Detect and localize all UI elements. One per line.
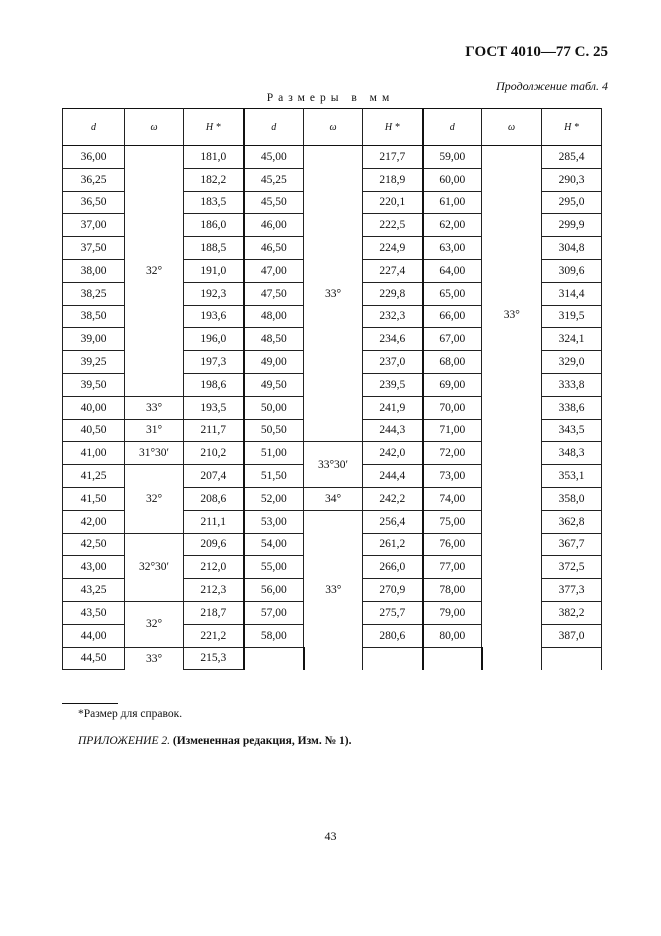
cell-d: 59,00: [423, 146, 482, 169]
cell-d: 39,25: [63, 351, 125, 374]
cell-omega: 32°30′: [125, 533, 184, 601]
cell-h: 193,6: [184, 305, 244, 328]
cell-h: 333,8: [542, 373, 602, 396]
dimensions-table: [62, 108, 602, 670]
cell-omega: 31°30′: [125, 442, 184, 465]
cell-h: 207,4: [184, 465, 244, 488]
cell-d: 64,00: [423, 259, 482, 282]
cell-h: 193,5: [184, 396, 244, 419]
cell-d: 79,00: [423, 601, 482, 624]
cell-omega: 32°: [125, 146, 184, 397]
cell-omega: 33°: [125, 647, 184, 670]
cell-h: 244,4: [363, 465, 423, 488]
cell-omega: 32°: [125, 601, 184, 647]
cell-h: 343,5: [542, 419, 602, 442]
cell-d: 48,00: [244, 305, 304, 328]
cell-h: 319,5: [542, 305, 602, 328]
cell-d: 51,00: [244, 442, 304, 465]
cell-h: 241,9: [363, 396, 423, 419]
cell-d: 42,00: [63, 510, 125, 533]
cell-d: 41,00: [63, 442, 125, 465]
cell-d: 44,00: [63, 624, 125, 647]
cell-d: 65,00: [423, 282, 482, 305]
cell-d: 36,25: [63, 168, 125, 191]
cell-h: 229,8: [363, 282, 423, 305]
column-header: ω: [304, 109, 363, 146]
cell-omega: 34°: [304, 487, 363, 510]
cell-h: 304,8: [542, 237, 602, 260]
cell-h: 261,2: [363, 533, 423, 556]
cell-h: 275,7: [363, 601, 423, 624]
cell-h: 208,6: [184, 487, 244, 510]
cell-d: 51,50: [244, 465, 304, 488]
cell-d: 46,50: [244, 237, 304, 260]
cell-h: 186,0: [184, 214, 244, 237]
cell-d: 46,00: [244, 214, 304, 237]
column-header: ω: [482, 109, 542, 146]
cell-h: 239,5: [363, 373, 423, 396]
cell-d: 41,25: [63, 465, 125, 488]
cell-h: 234,6: [363, 328, 423, 351]
cell-d: 45,50: [244, 191, 304, 214]
cell-h: 242,0: [363, 442, 423, 465]
cell-h: 192,3: [184, 282, 244, 305]
cell-empty: [244, 647, 304, 670]
cell-d: 74,00: [423, 487, 482, 510]
footnote: *Размер для справок.: [78, 708, 183, 720]
cell-d: 62,00: [423, 214, 482, 237]
cell-d: 36,00: [63, 146, 125, 169]
cell-h: 256,4: [363, 510, 423, 533]
cell-omega: 33°: [125, 396, 184, 419]
cell-d: 66,00: [423, 305, 482, 328]
table-row: [63, 146, 602, 169]
cell-d: 41,50: [63, 487, 125, 510]
cell-d: 50,50: [244, 419, 304, 442]
cell-h: 237,0: [363, 351, 423, 374]
cell-h: 197,3: [184, 351, 244, 374]
cell-h: 362,8: [542, 510, 602, 533]
units-caption: Размеры в мм: [266, 92, 395, 104]
cell-d: 47,50: [244, 282, 304, 305]
cell-empty: [363, 647, 423, 670]
cell-h: 224,9: [363, 237, 423, 260]
cell-h: 221,2: [184, 624, 244, 647]
cell-h: 372,5: [542, 556, 602, 579]
cell-d: 80,00: [423, 624, 482, 647]
cell-h: 222,5: [363, 214, 423, 237]
cell-d: 54,00: [244, 533, 304, 556]
cell-d: 55,00: [244, 556, 304, 579]
cell-d: 48,50: [244, 328, 304, 351]
cell-h: 270,9: [363, 579, 423, 602]
cell-h: 290,3: [542, 168, 602, 191]
appendix-revision: (Измененная редакция, Изм. № 1).: [172, 735, 352, 747]
cell-h: 211,1: [184, 510, 244, 533]
cell-h: 211,7: [184, 419, 244, 442]
cell-omega: 33°30′: [304, 442, 363, 488]
column-header: H *: [363, 109, 423, 146]
cell-d: 37,00: [63, 214, 125, 237]
cell-d: 73,00: [423, 465, 482, 488]
cell-h: 198,6: [184, 373, 244, 396]
cell-d: 76,00: [423, 533, 482, 556]
cell-h: 182,2: [184, 168, 244, 191]
cell-h: 244,3: [363, 419, 423, 442]
cell-h: 299,9: [542, 214, 602, 237]
cell-d: 49,50: [244, 373, 304, 396]
cell-empty: [423, 647, 482, 670]
cell-h: 218,9: [363, 168, 423, 191]
cell-h: 314,4: [542, 282, 602, 305]
cell-d: 61,00: [423, 191, 482, 214]
page-number: 43: [324, 829, 337, 843]
cell-d: 71,00: [423, 419, 482, 442]
cell-h: 367,7: [542, 533, 602, 556]
cell-h: 215,3: [184, 647, 244, 670]
cell-h: 266,0: [363, 556, 423, 579]
column-header: H *: [542, 109, 602, 146]
cell-h: 220,1: [363, 191, 423, 214]
cell-d: 43,25: [63, 579, 125, 602]
cell-h: 188,5: [184, 237, 244, 260]
cell-h: 218,7: [184, 601, 244, 624]
cell-d: 36,50: [63, 191, 125, 214]
cell-d: 53,00: [244, 510, 304, 533]
cell-h: 329,0: [542, 351, 602, 374]
cell-d: 45,25: [244, 168, 304, 191]
cell-h: 295,0: [542, 191, 602, 214]
cell-d: 39,50: [63, 373, 125, 396]
cell-d: 72,00: [423, 442, 482, 465]
appendix-label: ПРИЛОЖЕНИЕ 2.: [78, 735, 170, 747]
cell-h: 183,5: [184, 191, 244, 214]
cell-d: 49,00: [244, 351, 304, 374]
cell-h: 377,3: [542, 579, 602, 602]
cell-d: 42,50: [63, 533, 125, 556]
cell-h: 191,0: [184, 259, 244, 282]
cell-d: 57,00: [244, 601, 304, 624]
cell-d: 75,00: [423, 510, 482, 533]
appendix-note: [78, 735, 352, 747]
cell-d: 37,50: [63, 237, 125, 260]
cell-h: 227,4: [363, 259, 423, 282]
cell-d: 45,00: [244, 146, 304, 169]
cell-d: 70,00: [423, 396, 482, 419]
cell-d: 68,00: [423, 351, 482, 374]
cell-omega: 33°: [304, 146, 363, 442]
cell-omega: 32°: [125, 465, 184, 533]
cell-d: 78,00: [423, 579, 482, 602]
cell-h: 348,3: [542, 442, 602, 465]
cell-h: 324,1: [542, 328, 602, 351]
cell-h: 242,2: [363, 487, 423, 510]
cell-d: 38,25: [63, 282, 125, 305]
column-header: H *: [184, 109, 244, 146]
cell-d: 43,50: [63, 601, 125, 624]
cell-h: 338,6: [542, 396, 602, 419]
cell-h: 212,0: [184, 556, 244, 579]
column-header: ω: [125, 109, 184, 146]
cell-d: 47,00: [244, 259, 304, 282]
cell-d: 43,00: [63, 556, 125, 579]
cell-h: 181,0: [184, 146, 244, 169]
cell-h: 209,6: [184, 533, 244, 556]
cell-d: 44,50: [63, 647, 125, 670]
cell-omega: 33°: [304, 510, 363, 670]
cell-d: 58,00: [244, 624, 304, 647]
column-header: d: [423, 109, 482, 146]
footnote-divider: [62, 703, 118, 704]
cell-d: 39,00: [63, 328, 125, 351]
cell-d: 69,00: [423, 373, 482, 396]
column-header: d: [244, 109, 304, 146]
cell-d: 60,00: [423, 168, 482, 191]
document-header: ГОСТ 4010—77 С. 25: [465, 44, 608, 60]
cell-d: 77,00: [423, 556, 482, 579]
cell-h: 353,1: [542, 465, 602, 488]
cell-h: 309,6: [542, 259, 602, 282]
cell-omega: 33°: [482, 146, 542, 670]
cell-d: 52,00: [244, 487, 304, 510]
cell-h: 358,0: [542, 487, 602, 510]
cell-d: 40,50: [63, 419, 125, 442]
cell-empty: [542, 647, 602, 670]
cell-omega: 31°: [125, 419, 184, 442]
table-continuation-label: Продолжение табл. 4: [496, 79, 608, 93]
cell-h: 382,2: [542, 601, 602, 624]
cell-h: 387,0: [542, 624, 602, 647]
column-header: d: [63, 109, 125, 146]
cell-d: 40,00: [63, 396, 125, 419]
cell-d: 50,00: [244, 396, 304, 419]
cell-h: 217,7: [363, 146, 423, 169]
cell-h: 232,3: [363, 305, 423, 328]
cell-d: 63,00: [423, 237, 482, 260]
cell-d: 67,00: [423, 328, 482, 351]
cell-h: 210,2: [184, 442, 244, 465]
cell-h: 212,3: [184, 579, 244, 602]
cell-d: 38,00: [63, 259, 125, 282]
cell-h: 280,6: [363, 624, 423, 647]
cell-h: 285,4: [542, 146, 602, 169]
cell-h: 196,0: [184, 328, 244, 351]
cell-d: 38,50: [63, 305, 125, 328]
cell-d: 56,00: [244, 579, 304, 602]
